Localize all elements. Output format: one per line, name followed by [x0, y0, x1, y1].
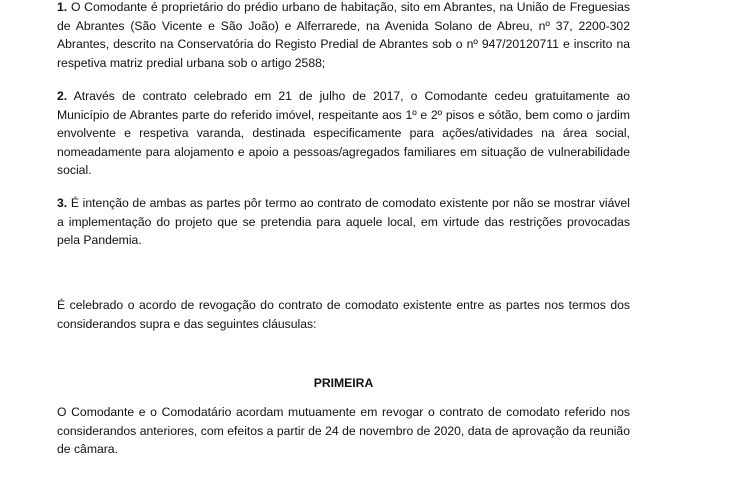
clause-heading: PRIMEIRA — [313, 376, 374, 390]
considerando-text: É intenção de ambas as partes pôr termo ao contrato de comodato existente por não se mostrar viável a implementação do projeto que se pretendia para aquele local, em virtude das restrições provocadas pela Pandemia. — [57, 196, 630, 248]
considerando-1 — [57, 0, 630, 72]
intro-paragraph: É celebrado o acordo de revogação do contrato de comodato existente entre as partes nos termos dos considerandos supra e das seguintes cláusulas: — [57, 298, 630, 331]
considerando-number: 2. — [57, 89, 68, 103]
considerando-text: Através de contrato celebrado em 21 de julho de 2017, o Comodante cedeu gratuitamente ao Município de Abrantes parte do referido imóvel, respeitante aos 1º e 2º pisos e sótão, bem como o jardim envolvente e respetiva varanda, destinada especificamente para ações/atividades na área social, nomeadamente para alojamento e apoio a pessoas/agregados familiares em situação de vulnerabilidade social. — [57, 89, 630, 178]
considerando-text: O Comodante é proprietário do prédio urbano de habitação, sito em Abrantes, na União de Freguesias de Abrantes (São Vicente e São João) e Alferrarede, na Avenida Solano de Abreu, nº 37, 2200-302 Abrantes, descrito na Conservatória do Registo Predial de Abrantes sob o nº 947/20120711 e inscrito na respetiva matriz predial urbana sob o artigo 2588; — [57, 0, 630, 70]
considerando-number: 1. — [57, 0, 68, 14]
considerando-3 — [57, 194, 630, 250]
considerando-2 — [57, 87, 630, 180]
clause-text: O Comodante e o Comodatário acordam mutuamente em revogar o contrato de comodato referido nos considerandos anteriores, com efeitos a partir de 24 de novembro de 2020, data de aprovação da reunião de câmara. — [57, 405, 630, 457]
considerando-number: 3. — [57, 196, 68, 210]
